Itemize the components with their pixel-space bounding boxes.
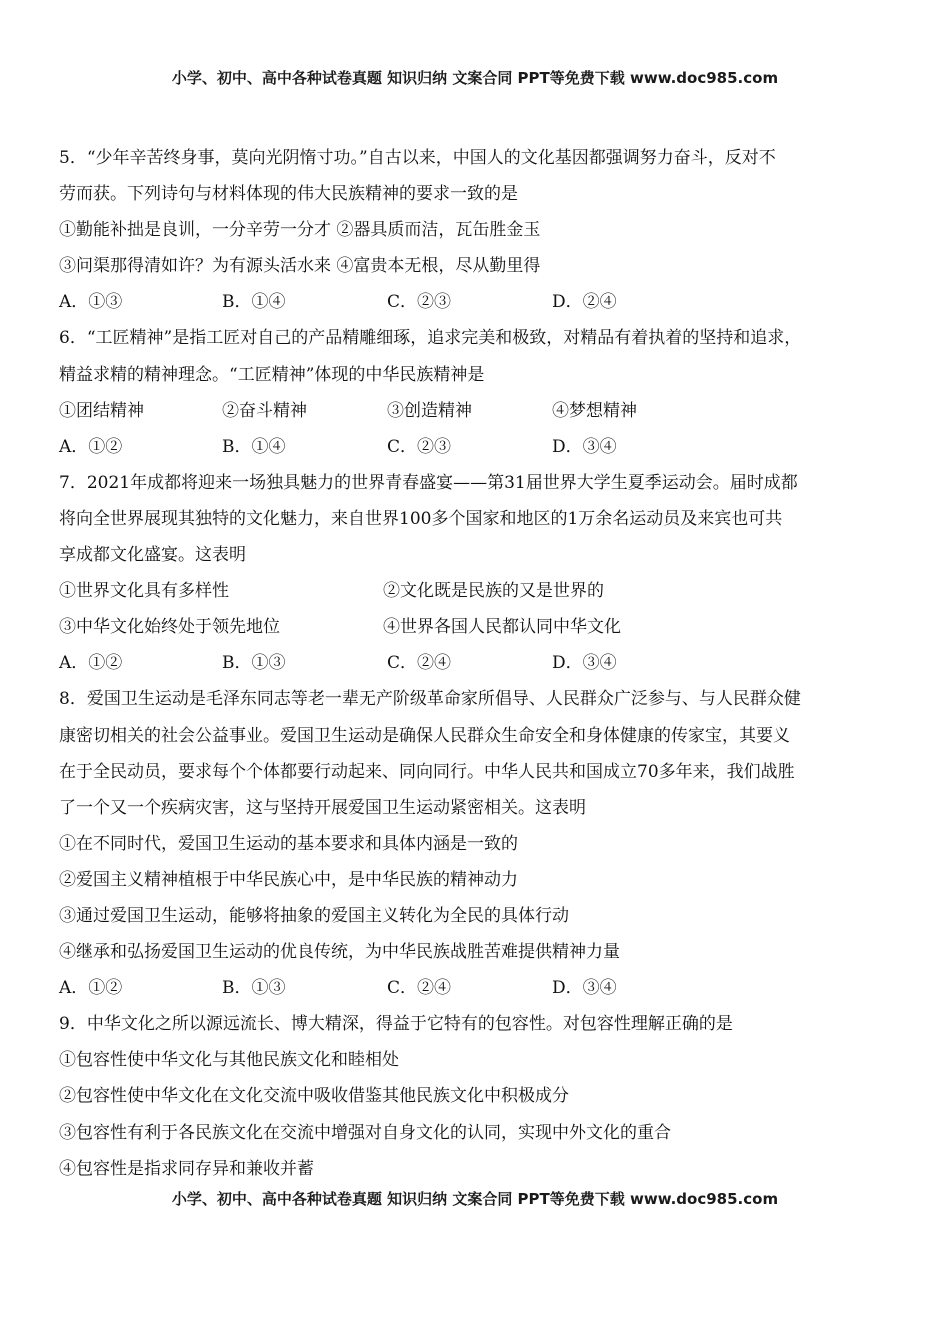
q6-choice-d: D．③④ xyxy=(552,436,617,457)
q7-items-row-1 xyxy=(59,573,909,609)
q6-choice-c: C．②③ xyxy=(387,436,452,457)
q8-stem-line-4: 了一个又一个疾病灾害，这与坚持开展爱国卫生运动紧密相关。这表明 xyxy=(59,797,586,818)
q7-stem-line-3: 享成都文化盛宴。这表明 xyxy=(59,545,246,566)
q7-stem-line-1: 7．2021年成都将迎来一场独具魅力的世界青春盛宴——第31届世界大学生夏季运动会。届时成都 xyxy=(59,472,798,493)
q8-choice-a: A．①② xyxy=(59,978,123,999)
q6-item-4: ④梦想精神 xyxy=(552,400,637,421)
q6-choice-b: B．①④ xyxy=(222,436,286,457)
q7-stem-line-2: 将向全世界展现其独特的文化魅力，来自世界100多个国家和地区的1万余名运动员及来宾也可共 xyxy=(59,508,783,529)
q8-item-2: ②爱国主义精神植根于中华民族心中，是中华民族的精神动力 xyxy=(59,869,518,890)
q6-stem-line-2: 精益求精的精神理念。“工匠精神”体现的中华民族精神是 xyxy=(59,364,485,385)
q6-item-3: ③创造精神 xyxy=(387,400,472,421)
q8-choice-c: C．②④ xyxy=(387,978,452,999)
footer-banner: 小学、初中、高中各种试卷真题 知识归纳 文案合同 PPT等免费下载 www.doc985.com xyxy=(171,1190,779,1208)
q7-item-4: ④世界各国人民都认同中华文化 xyxy=(383,617,621,638)
q7-item-1: ①世界文化具有多样性 xyxy=(59,581,229,602)
q5-items-line-1: ①勤能补拙是良训，一分辛劳一分才 ②器具质而洁，瓦缶胜金玉 xyxy=(59,220,541,241)
q9-item-1: ①包容性使中华文化与其他民族文化和睦相处 xyxy=(59,1050,399,1071)
q7-choice-a: A．①② xyxy=(59,653,123,674)
q5-choices xyxy=(59,284,909,320)
exam-content xyxy=(59,140,909,1187)
q8-choices xyxy=(59,970,909,1006)
q5-choice-d: D．②④ xyxy=(552,292,617,313)
q8-choice-b: B．①③ xyxy=(222,978,286,999)
q7-choice-c: C．②④ xyxy=(387,653,452,674)
q6-stem-line-1: 6．“工匠精神”是指工匠对自己的产品精雕细琢，追求完美和极致，对精品有着执着的坚持和追求， xyxy=(59,328,802,349)
q8-item-3: ③通过爱国卫生运动，能够将抽象的爱国主义转化为全民的具体行动 xyxy=(59,905,569,926)
q6-choices xyxy=(59,429,909,465)
q6-item-1: ①团结精神 xyxy=(59,400,144,421)
q6-item-2: ②奋斗精神 xyxy=(222,400,307,421)
header-banner: 小学、初中、高中各种试卷真题 知识归纳 文案合同 PPT等免费下载 www.doc985.com xyxy=(171,69,779,87)
q7-choices xyxy=(59,645,909,681)
q8-item-1: ①在不同时代，爱国卫生运动的基本要求和具体内涵是一致的 xyxy=(59,833,518,854)
q8-item-4: ④继承和弘扬爱国卫生运动的优良传统，为中华民族战胜苦难提供精神力量 xyxy=(59,942,620,963)
q5-items-line-2: ③问渠那得清如许？为有源头活水来 ④富贵本无根，尽从勤里得 xyxy=(59,256,541,277)
q5-choice-a: A．①③ xyxy=(59,292,123,313)
q7-item-2: ②文化既是民族的又是世界的 xyxy=(383,581,604,602)
q9-item-2: ②包容性使中华文化在文化交流中吸收借鉴其他民族文化中积极成分 xyxy=(59,1086,569,1107)
q7-item-3: ③中华文化始终处于领先地位 xyxy=(59,617,280,638)
q5-stem-line-1: 5．“少年辛苦终身事，莫向光阴惰寸功。”自古以来，中国人的文化基因都强调努力奋斗，反对不 xyxy=(59,148,776,168)
q6-items xyxy=(59,393,909,429)
q8-stem-line-2: 康密切相关的社会公益事业。爱国卫生运动是确保人民群众生命安全和身体健康的传家宝，其要义 xyxy=(59,725,790,746)
q8-choice-d: D．③④ xyxy=(552,978,617,999)
q9-item-4: ④包容性是指求同存异和兼收并蓄 xyxy=(59,1158,314,1179)
q7-choice-b: B．①③ xyxy=(222,653,286,674)
q7-items-row-2 xyxy=(59,609,909,645)
q8-stem-line-1: 8．爱国卫生运动是毛泽东同志等老一辈无产阶级革命家所倡导、人民群众广泛参与、与人民群众健 xyxy=(59,689,801,710)
q5-choice-b: B．①④ xyxy=(222,292,286,313)
q9-item-3: ③包容性有利于各民族文化在交流中增强对自身文化的认同，实现中外文化的重合 xyxy=(59,1122,671,1143)
q5-stem-line-2: 劳而获。下列诗句与材料体现的伟大民族精神的要求一致的是 xyxy=(59,184,518,205)
q5-choice-c: C．②③ xyxy=(387,292,452,313)
q9-stem-line-1: 9．中华文化之所以源远流长、博大精深，得益于它特有的包容性。对包容性理解正确的是 xyxy=(59,1014,733,1035)
q6-choice-a: A．①② xyxy=(59,436,123,457)
q8-stem-line-3: 在于全民动员，要求每个个体都要行动起来、同向同行。中华人民共和国成立70多年来，我们战胜 xyxy=(59,761,795,782)
q7-choice-d: D．③④ xyxy=(552,653,617,674)
